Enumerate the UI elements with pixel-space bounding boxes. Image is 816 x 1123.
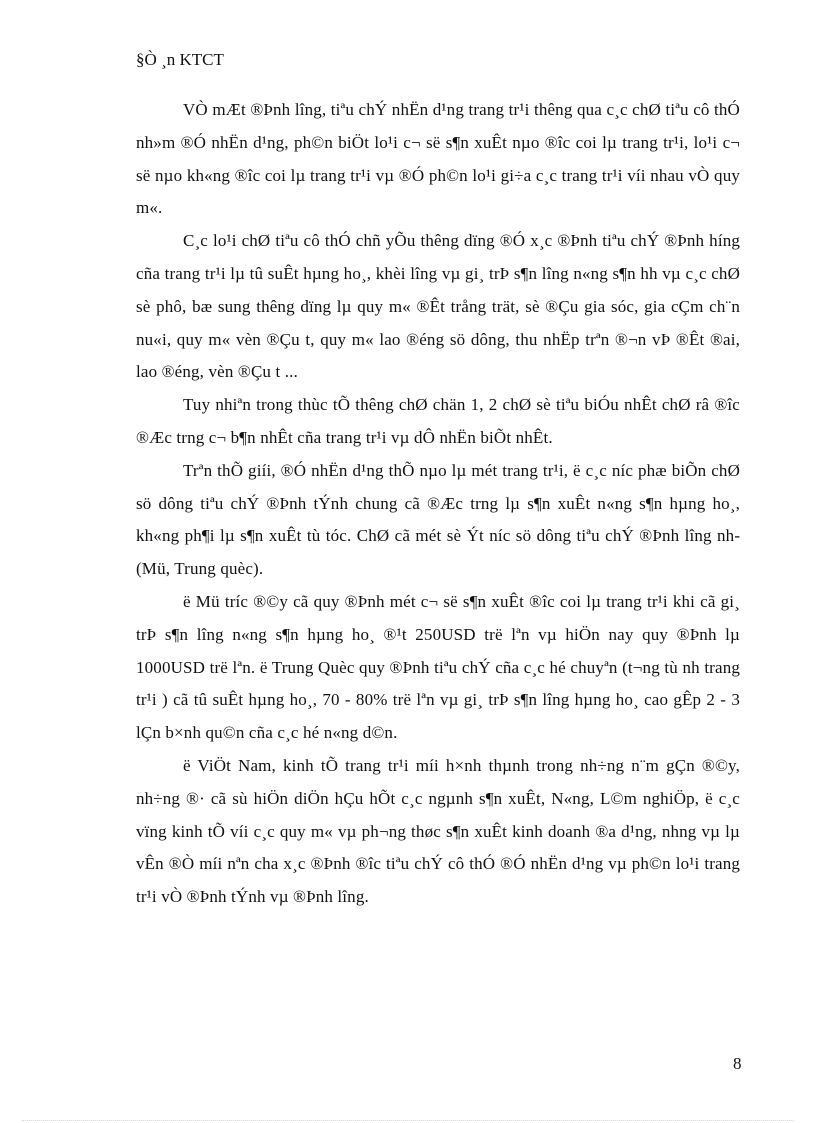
- paragraph: ë ViÖt Nam, kinh tÕ trang tr¹i míi h×nh thµnh trong nh÷ng n¨m gÇn ®©y, nh÷ng ®· cã sù hiÖn diÖn hÇu hÕt c¸c ngµnh s¶n xuÊt, N«ng, L©m nghiÖp, ë c¸c vïng kinh tÕ víi c¸c quy m« vµ ph¬ng thøc s¶n xuÊt kinh doanh ®a d¹ng, nhng vµ lµ vÊn ®Ò míi nªn cha x¸c ®Þnh ®îc tiªu chÝ cô thÓ ®Ó nhËn d¹ng vµ ph©n lo¹i trang tr¹i vÒ ®Þnh tÝnh vµ ®Þnh lîng.: [136, 755, 740, 907]
- paragraph: ë Mü tríc ®©y cã quy ®Þnh mét c¬ së s¶n xuÊt ®îc coi lµ trang tr¹i khi cã gi¸ trÞ s¶n lîng n«ng s¶n hµng ho¸ ®¹t 250USD trë lªn vµ hiÖn nay quy ®Þnh lµ 1000USD trë lªn. ë Trung Quèc quy ®Þnh tiªu chÝ cña c¸c hé chuyªn (t¬ng tù nh trang tr¹i ) cã tû suÊt hµng ho¸, 70 - 80% trë lªn vµ gi¸ trÞ s¶n lîng hµng ho¸ cao gÊp 2 - 3 lÇn b×nh qu©n cña c¸c hé n«ng d©n.: [136, 591, 740, 743]
- page-header: §Ò ¸n KTCT: [136, 50, 224, 69]
- paragraph: Tuy nhiªn trong thùc tÕ thêng chØ chän 1, 2 chØ sè tiªu biÓu nhÊt chØ râ ®îc ®Æc trng c¬ b¶n nhÊt cña trang tr¹i vµ dÔ nhËn biÕt nhÊt.: [136, 395, 740, 447]
- footer-divider: [22, 1120, 794, 1121]
- paragraph: C¸c lo¹i chØ tiªu cô thÓ chñ yÕu thêng dïng ®Ó x¸c ®Þnh tiªu chÝ ®Þnh híng cña trang tr¹i lµ tû suÊt hµng ho¸, khèi lîng vµ gi¸ trÞ s¶n lîng n«ng s¶n hh vµ c¸c chØ sè phô, bæ sung thêng dïng lµ quy m« ®Êt trång trät, sè ®Çu gia sóc, gia cÇm ch¨n nu«i, quy m« vèn ®Çu t, quy m« lao ®éng sö dông, thu nhËp trªn ®¬n vÞ ®Êt ®ai, lao ®éng, vèn ®Çu t ...: [136, 231, 740, 382]
- paragraph: VÒ mÆt ®Þnh lîng, tiªu chÝ nhËn d¹ng trang tr¹i thêng qua c¸c chØ tiªu cô thÓ nh»m ®Ó nhËn d¹ng, ph©n biÖt lo¹i c¬ së s¶n xuÊt nµo ®îc coi lµ trang tr¹i, lo¹i c¬ së nµo kh«ng ®îc coi lµ trang tr¹i vµ ®Ó ph©n lo¹i gi÷a c¸c trang tr¹i víi nhau vÒ quy m«.: [136, 100, 740, 218]
- paragraph: Trªn thÕ giíi, ®Ó nhËn d¹ng thÕ nµo lµ mét trang tr¹i, ë c¸c níc phæ biÕn chØ sö dông tiªu chÝ ®Þnh tÝnh chung cã ®Æc trng lµ s¶n xuÊt n«ng s¶n hµng ho¸, kh«ng ph¶i lµ s¶n xuÊt tù tóc. ChØ cã mét sè Ýt níc sö dông tiªu chÝ ®Þnh lîng nh (Mü, Trung quèc).: [136, 460, 740, 579]
- page-number: 8: [733, 1054, 742, 1073]
- document-body: [136, 94, 740, 914]
